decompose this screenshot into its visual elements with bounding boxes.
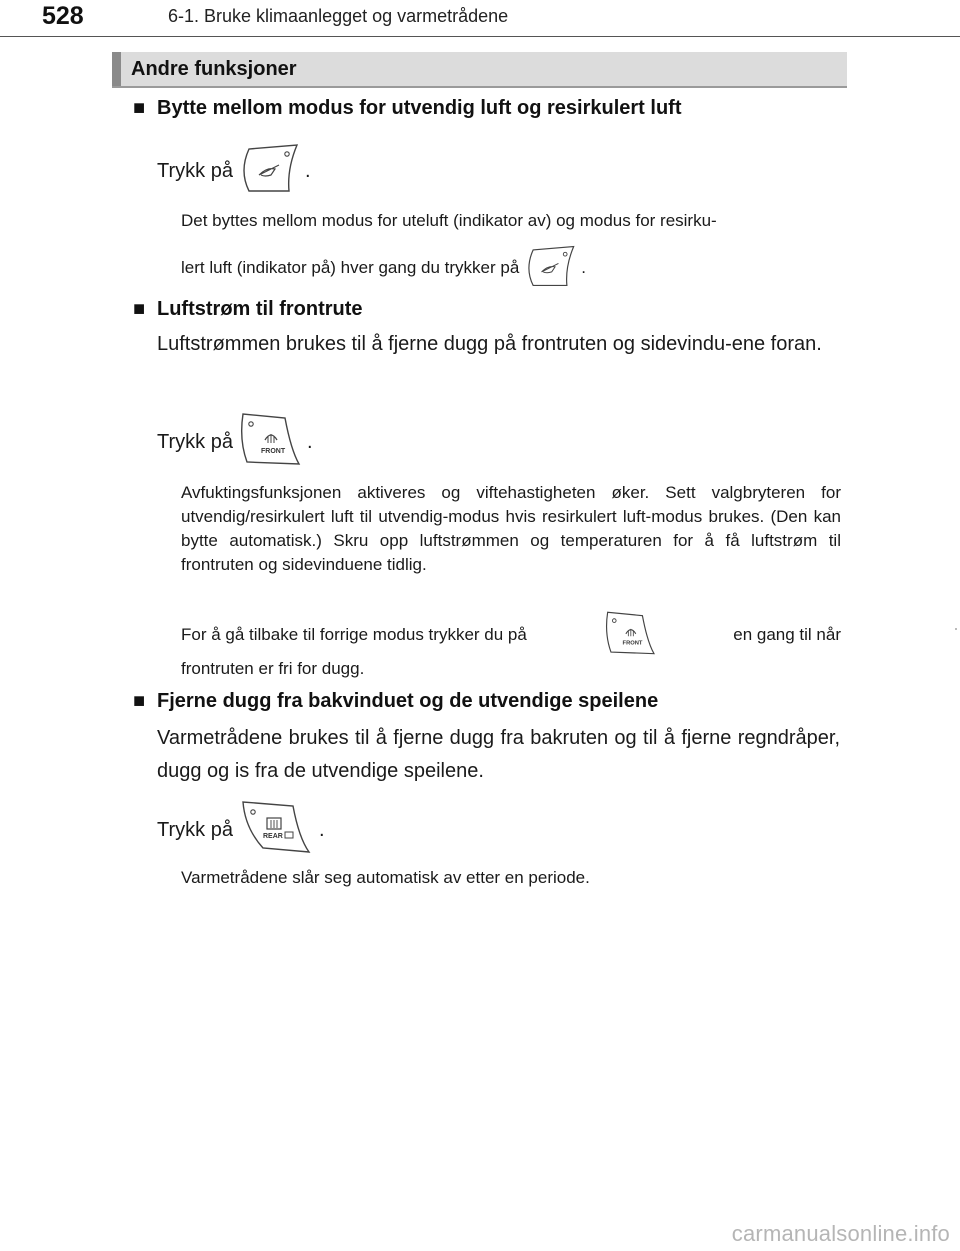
note-recirculation-line2: lert luft (indikator på) hver gang du trykker på . <box>181 243 586 293</box>
svg-text:FRONT: FRONT <box>622 640 643 647</box>
rear-defogger-icon <box>237 798 315 862</box>
press-line-front-defogger: Trykk på FRONT . <box>157 412 313 472</box>
square-bullet-icon: ■ <box>133 298 146 320</box>
header-rule <box>0 36 960 37</box>
body-rear-defogger: Varmetrådene brukes til å fjerne dugg fra bakruten og til å fjerne regndråper, dugg og is fra de utvendige speilene. <box>157 727 840 782</box>
heading-recirculation: ■ Bytte mellom modus for utvendig luft og resirkulert luft <box>133 97 682 119</box>
heading-front-defogger: ■ Luftstrøm til frontrute <box>133 298 363 320</box>
note-return-line: For å gå tilbake til forrige modus trykker du på FRONT en gang til når <box>181 610 841 660</box>
section-bar <box>112 52 847 88</box>
svg-text:REAR: REAR <box>262 833 283 840</box>
recirculation-icon <box>237 141 301 201</box>
note-front-defogger: Avfuktingsfunksjonen aktiveres og viftehastigheten øker. Sett valgbryteren for utvendig/resirkulert luft til utvendig-modus hvis resirkulert luft-modus brukes. (Den kan bytte automatisk.) Skru opp luftstrømmen og temperaturen for å få luftstrøm til frontruten og sidevinduene tidlig. <box>181 483 841 574</box>
front-defogger-icon <box>237 410 303 474</box>
recirculation-icon-small <box>523 243 577 294</box>
section-title: Andre funksjoner <box>131 58 297 80</box>
square-bullet-icon: ■ <box>133 690 146 712</box>
section-accent <box>112 52 121 86</box>
edge-mark <box>955 628 957 630</box>
note-return-line2: frontruten er fri for dugg. <box>181 659 365 678</box>
press-line-rear-defogger: Trykk på REAR . <box>157 800 325 860</box>
page-number: 528 <box>42 2 84 30</box>
square-bullet-icon: ■ <box>133 97 146 119</box>
front-defogger-icon-small <box>602 609 658 662</box>
body-front-defogger: Luftstrømmen brukes til å fjerne dugg på frontruten og sidevindu-ene foran. <box>157 333 822 355</box>
note-recirculation-line1: Det byttes mellom modus for uteluft (indikator av) og modus for resirku- <box>181 211 717 230</box>
chapter-title: 6-1. Bruke klimaanlegget og varmetrådene <box>168 6 509 26</box>
heading-rear-defogger: ■ Fjerne dugg fra bakvinduet og de utvendige speilene <box>133 690 659 712</box>
watermark: carmanualsonline.info <box>731 1221 950 1246</box>
svg-text:FRONT: FRONT <box>260 448 286 455</box>
note-rear-defogger: Varmetrådene slår seg automatisk av etter en periode. <box>181 868 590 887</box>
press-line-recirculation: Trykk på . <box>157 143 311 199</box>
